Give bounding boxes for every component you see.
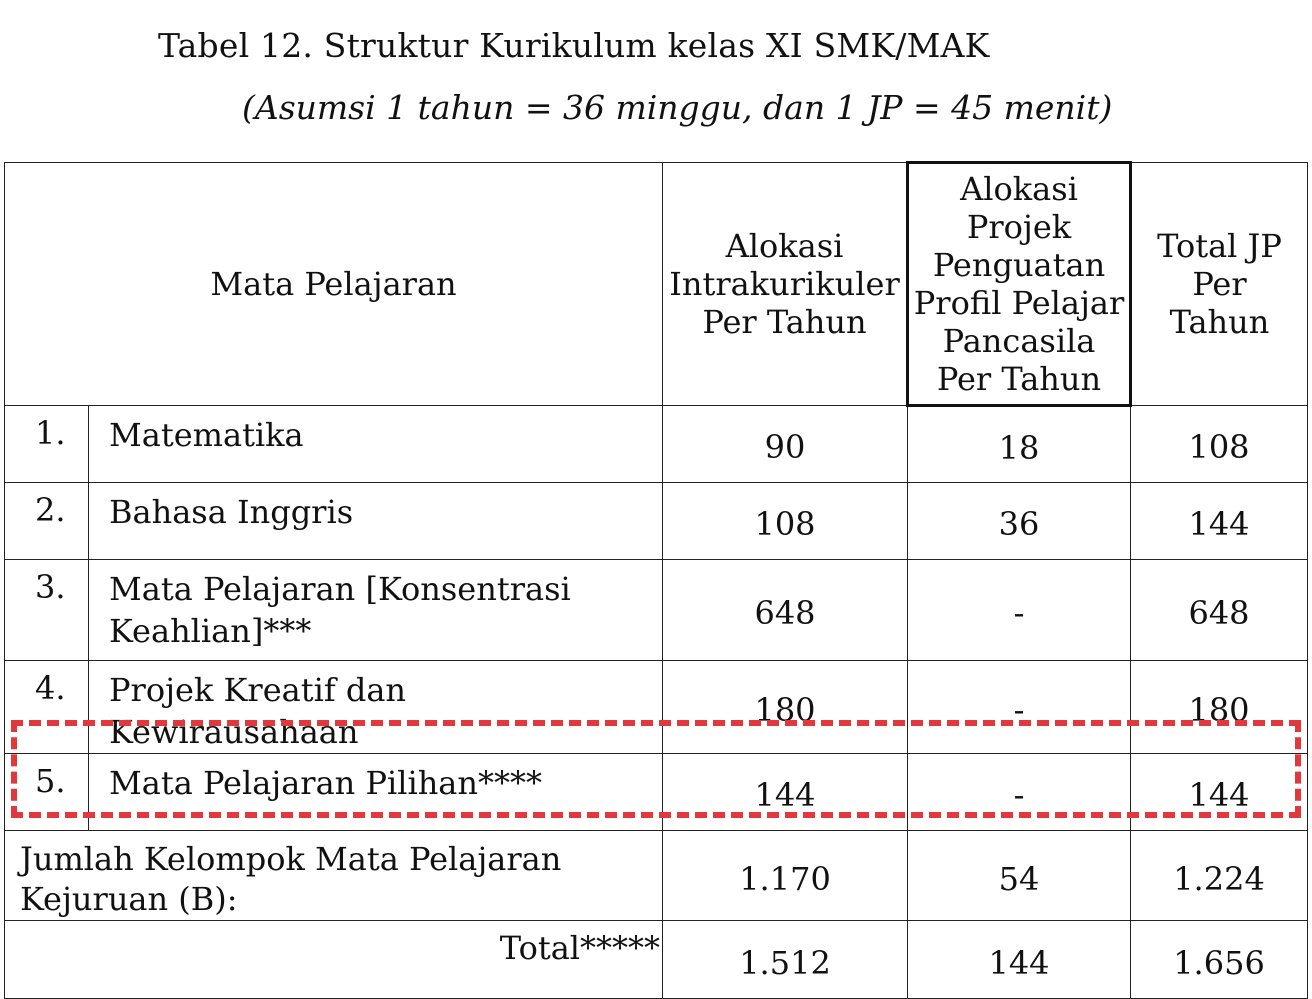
grand-total-row xyxy=(5,921,1308,999)
row-p5-value: - xyxy=(908,560,1131,661)
grand-total-label: Total***** xyxy=(5,921,663,999)
header-subject: Mata Pelajaran xyxy=(5,163,663,406)
header-projek-p5 xyxy=(908,163,1131,406)
header-total-line: Total JP xyxy=(1157,227,1282,265)
row-total-value: 180 xyxy=(1131,661,1308,754)
table-subtitle: (Asumsi 1 tahun = 36 minggu, dan 1 JP = 45 menit) xyxy=(242,88,1113,127)
grand-total-p5-value: 144 xyxy=(908,921,1131,999)
row-number: 1. xyxy=(5,406,89,483)
curriculum-table xyxy=(4,161,1308,999)
header-p5-line: Penguatan xyxy=(932,246,1106,284)
table-title: Tabel 12. Struktur Kurikulum kelas XI SMK/MAK xyxy=(158,26,990,65)
row-subject: Mata Pelajaran Pilihan**** xyxy=(89,754,663,831)
grand-total-intra-value: 1.512 xyxy=(663,921,908,999)
header-intra-line: Intrakurikuler xyxy=(669,265,900,303)
row-intra-value: 144 xyxy=(663,754,908,831)
row-number: 5. xyxy=(5,754,89,831)
table-header-row xyxy=(5,163,1308,406)
row-number: 3. xyxy=(5,560,89,661)
header-p5-line: Profil Pelajar xyxy=(913,284,1125,322)
row-subject: Matematika xyxy=(89,406,663,483)
row-subject xyxy=(89,560,663,661)
table-row xyxy=(5,406,1308,483)
row-total-value: 144 xyxy=(1131,754,1308,831)
row-p5-value: 36 xyxy=(908,483,1131,560)
row-number: 4. xyxy=(5,661,89,754)
row-p5-value: 18 xyxy=(908,406,1131,483)
header-intra-line: Alokasi xyxy=(725,227,844,265)
header-intrakurikuler xyxy=(663,163,908,406)
table-row-highlighted xyxy=(5,754,1308,831)
subtotal-label-line: Jumlah Kelompok Mata Pelajaran xyxy=(20,840,562,878)
header-p5-line: Projek xyxy=(966,208,1072,246)
row-intra-value: 108 xyxy=(663,483,908,560)
subtotal-total-value: 1.224 xyxy=(1131,831,1308,921)
row-intra-value: 648 xyxy=(663,560,908,661)
subtotal-p5-value: 54 xyxy=(908,831,1131,921)
header-intra-line: Per Tahun xyxy=(702,303,867,341)
row-subject-line: Mata Pelajaran [Konsentrasi xyxy=(109,570,571,608)
header-p5-line: Alokasi xyxy=(960,170,1078,208)
header-total-jp xyxy=(1131,163,1308,406)
row-number: 2. xyxy=(5,483,89,560)
table-row xyxy=(5,661,1308,754)
subtotal-row xyxy=(5,831,1308,921)
subtotal-intra-value: 1.170 xyxy=(663,831,908,921)
row-total-value: 144 xyxy=(1131,483,1308,560)
subtotal-label xyxy=(5,831,663,921)
row-subject: Projek Kreatif dan Kewirausahaan xyxy=(89,661,663,754)
row-total-value: 108 xyxy=(1131,406,1308,483)
row-intra-value: 180 xyxy=(663,661,908,754)
header-total-line: Per xyxy=(1192,265,1247,303)
row-total-value: 648 xyxy=(1131,560,1308,661)
table-row xyxy=(5,560,1308,661)
row-p5-value: - xyxy=(908,661,1131,754)
header-total-line: Tahun xyxy=(1169,303,1270,341)
grand-total-total-value: 1.656 xyxy=(1131,921,1308,999)
header-p5-line: Per Tahun xyxy=(936,360,1102,398)
table-row xyxy=(5,483,1308,560)
row-intra-value: 90 xyxy=(663,406,908,483)
subtotal-label-line: Kejuruan (B): xyxy=(20,880,238,918)
header-p5-line: Pancasila xyxy=(942,322,1096,360)
row-subject-line: Keahlian]*** xyxy=(109,612,312,650)
row-subject: Bahasa Inggris xyxy=(89,483,663,560)
row-p5-value: - xyxy=(908,754,1131,831)
